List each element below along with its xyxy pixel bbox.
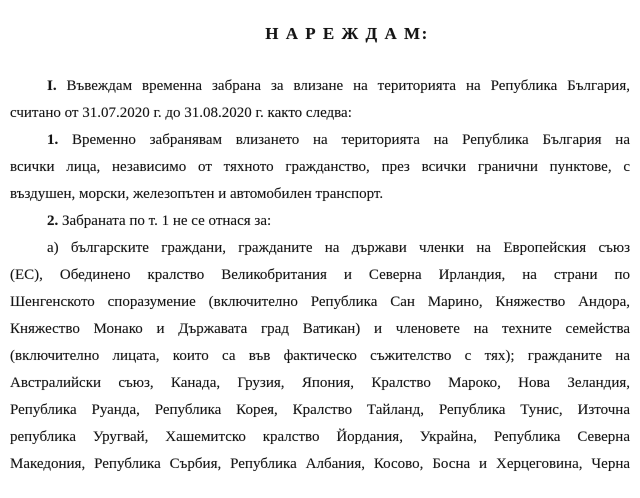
paragraph-line bbox=[10, 343, 630, 370]
document-body bbox=[10, 73, 630, 478]
line-text: Република Руанда, Република Корея, Кралство Тайланд, Република Тунис, Източна bbox=[10, 402, 630, 418]
paragraph-line bbox=[10, 154, 630, 181]
line-text: а) българските граждани, гражданите на държави членки на Европейския съюз bbox=[47, 240, 630, 256]
line-text: въздушен, морски, железопътен и автомобилен транспорт. bbox=[10, 186, 384, 202]
line-text: Въвеждам временна забрана за влизане на територията на Република България, bbox=[56, 78, 630, 94]
line-text: (ЕС), Обединено кралство Великобритания и Северна Ирландия, на страни по bbox=[10, 267, 630, 283]
line-text: република Уругвай, Хашемитско кралство Йордания, Украйна, Република Северна bbox=[10, 429, 630, 445]
line-text: Шенгенското споразумение (включително Република Сан Марино, Княжество Андора, bbox=[10, 294, 630, 310]
paragraph-line bbox=[10, 73, 630, 100]
paragraph-line bbox=[10, 289, 630, 316]
line-text: Забраната по т. 1 не се отнася за: bbox=[58, 213, 272, 229]
paragraph-line bbox=[10, 316, 630, 343]
paragraph-line bbox=[10, 424, 630, 451]
clause-number: 1. bbox=[47, 132, 59, 148]
line-text: Австралийски съюз, Канада, Грузия, Япония, Кралство Мароко, Нова Зеландия, bbox=[10, 375, 630, 391]
line-text: считано от 31.07.2020 г. до 31.08.2020 г. както следва: bbox=[10, 105, 352, 121]
paragraph-line bbox=[10, 397, 630, 424]
paragraph-line bbox=[10, 100, 630, 127]
clause-number: 2. bbox=[47, 213, 59, 229]
clause-number: I. bbox=[47, 78, 57, 94]
line-text: Македония, Република Сърбия, Република Албания, Косово, Босна и Херцеговина, Черна bbox=[10, 456, 630, 472]
paragraph-line bbox=[10, 370, 630, 397]
line-text: (включително лицата, които са във фактическо съжителство с тях); гражданите на bbox=[10, 348, 630, 364]
paragraph-line bbox=[10, 262, 630, 289]
paragraph-line bbox=[10, 451, 630, 478]
paragraph-line bbox=[10, 208, 630, 235]
line-text: Княжество Монако и Държавата град Ватикан) и членовете на техните семейства bbox=[10, 321, 630, 337]
line-text: всички лица, независимо от тяхното гражданство, през всички гранични пунктове, с bbox=[10, 159, 630, 175]
paragraph-line bbox=[10, 235, 630, 262]
line-text: Временно забранявам влизането на територията на Република България на bbox=[58, 132, 630, 148]
paragraph-line bbox=[10, 127, 630, 154]
order-title: Н А Р Е Ж Д А М: bbox=[265, 24, 429, 43]
paragraph-line bbox=[10, 181, 630, 208]
